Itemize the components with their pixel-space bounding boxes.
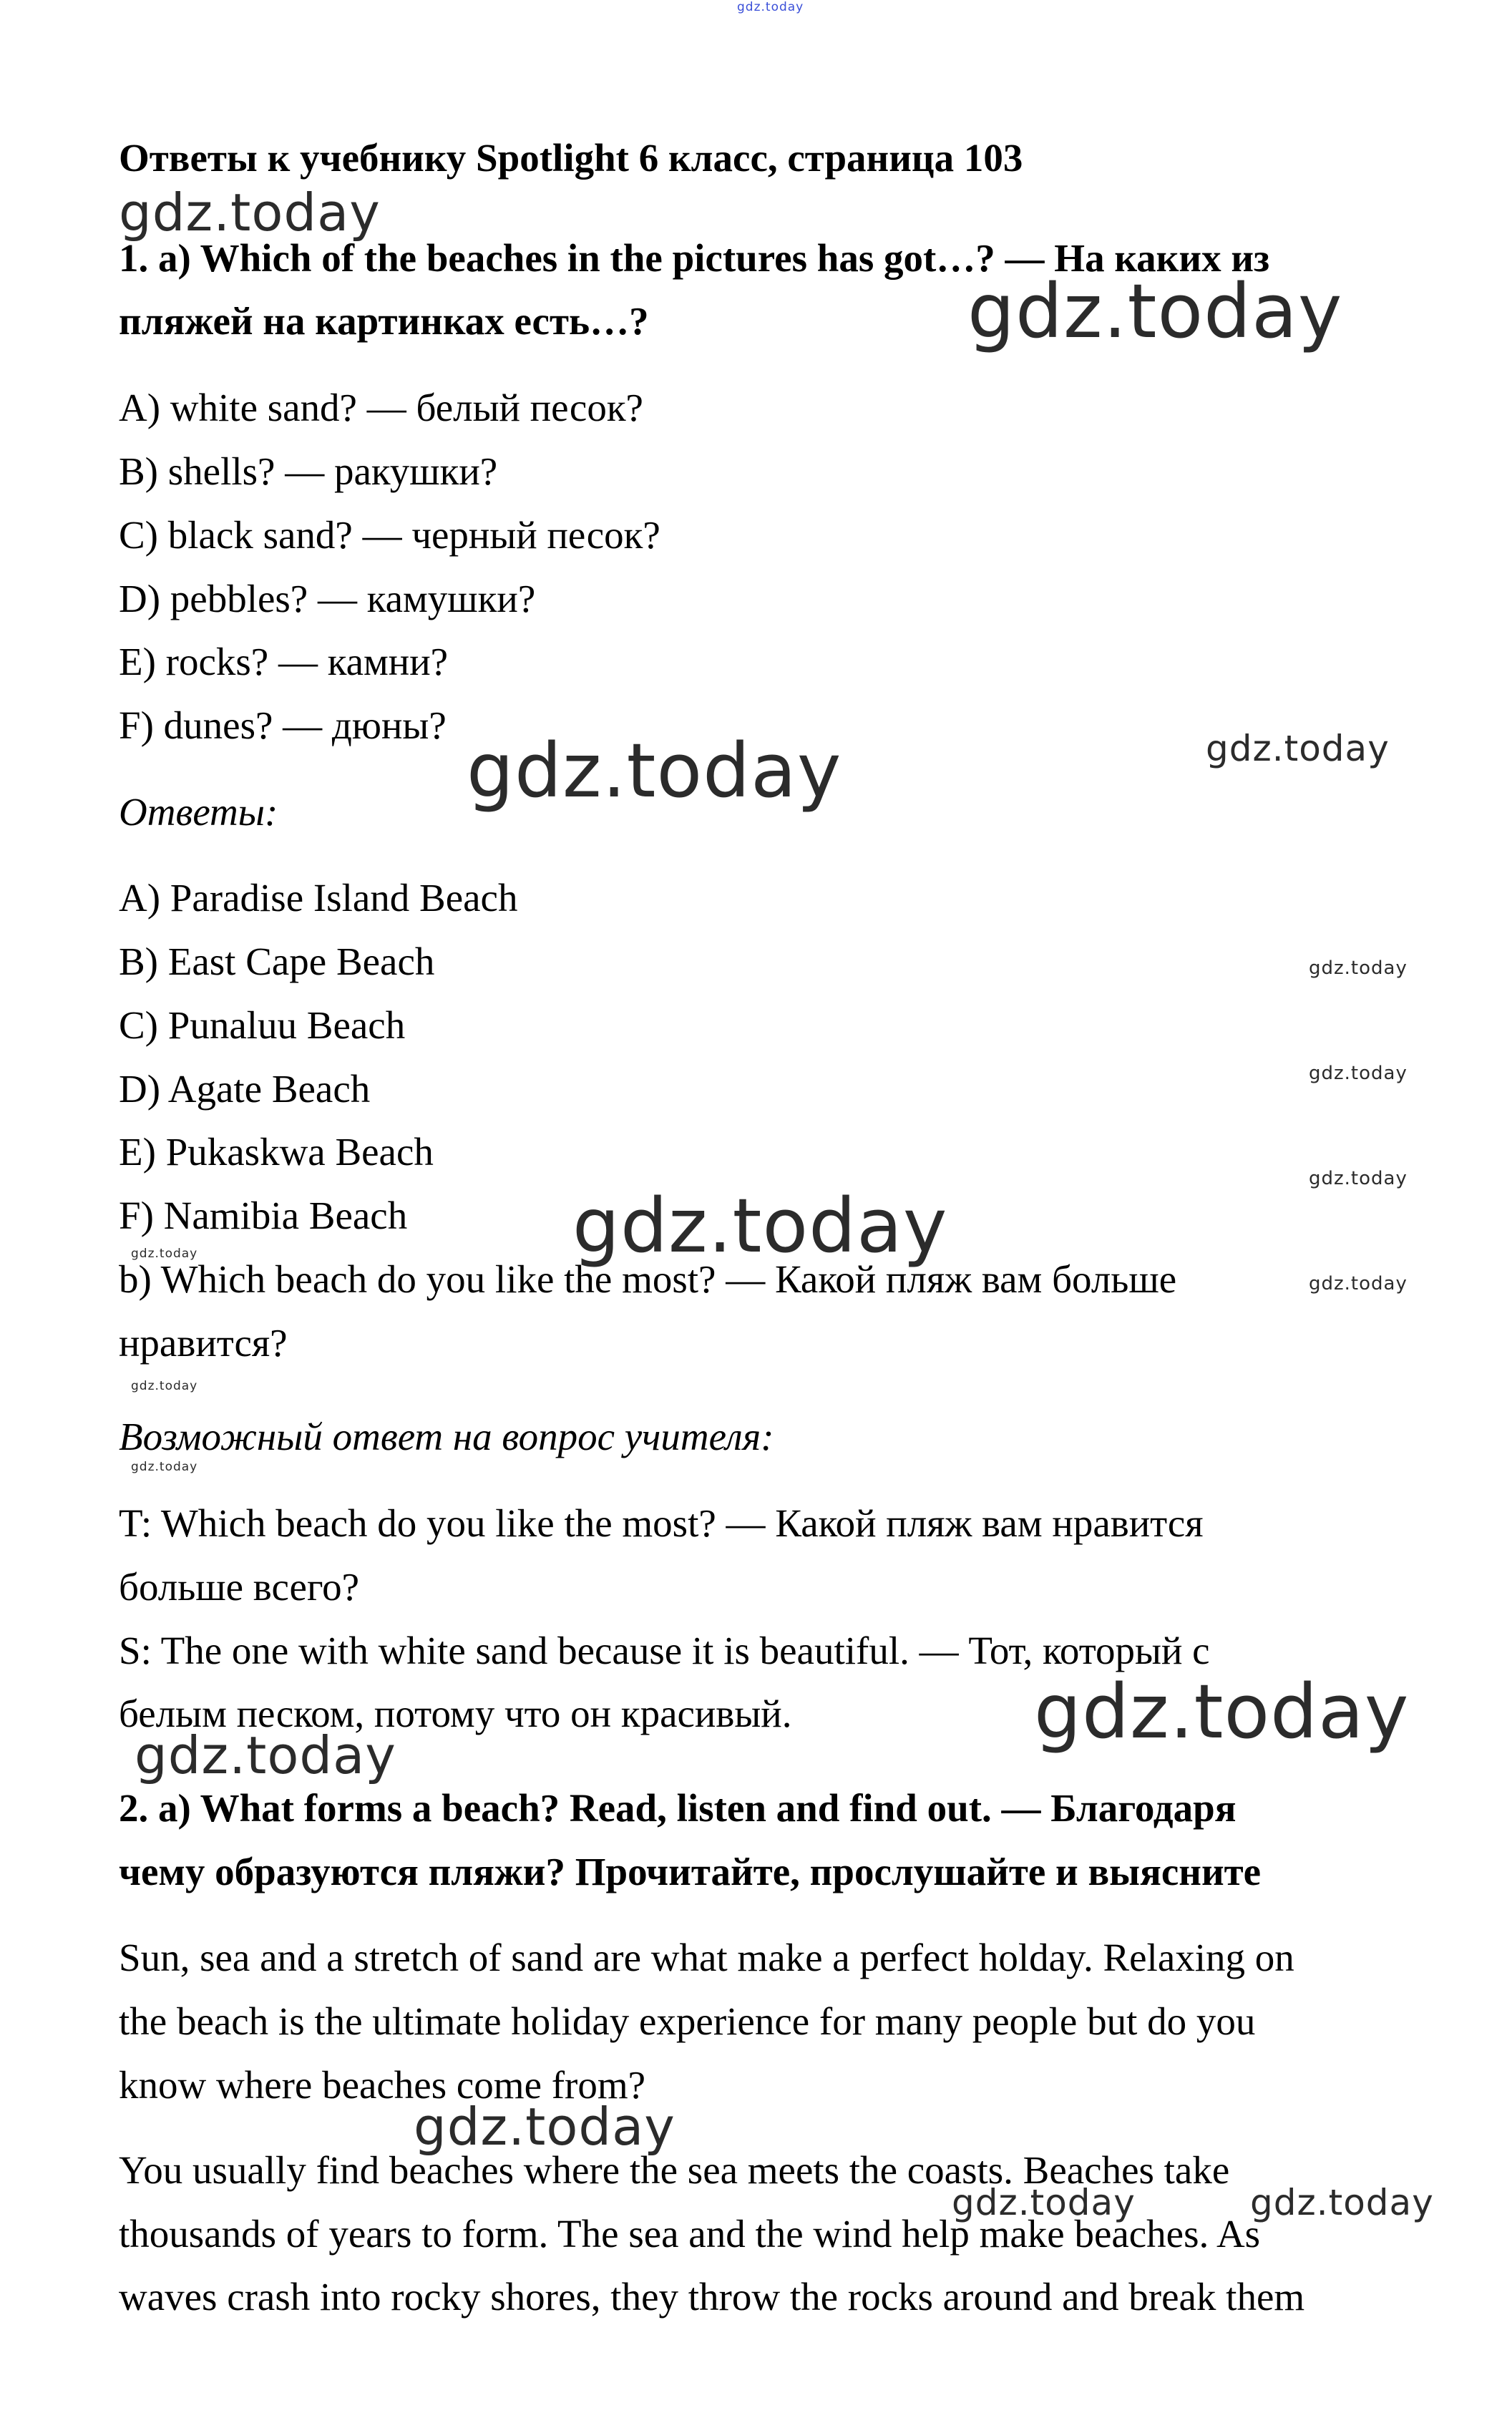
task2-heading-cont: чему образуются пляжи? Прочитайте, прослушайте и выясните: [119, 1850, 1262, 1893]
watermark: gdz.today: [1309, 1063, 1408, 1084]
watermark: gdz.today: [131, 1460, 198, 1474]
dialogue-line: T: Which beach do you like the most? — Какой пляж вам нравится: [119, 1501, 1204, 1545]
list-item: D) pebbles? — камушки?: [119, 577, 536, 620]
possible-answer-label: Возможный ответ на вопрос учителя:: [119, 1415, 774, 1458]
watermark: gdz.today: [572, 1182, 948, 1269]
watermark-top: gdz.today: [737, 0, 804, 14]
watermark: gdz.today: [131, 1247, 198, 1261]
watermark: gdz.today: [1309, 957, 1408, 979]
watermark: gdz.today: [414, 2097, 675, 2157]
task1b-question: b) Which beach do you like the most? — Какой пляж вам больше: [119, 1257, 1177, 1301]
task2-heading: 2. a) What forms a beach? Read, listen and find out. — Благодаря: [119, 1786, 1237, 1830]
dialogue-line: S: The one with white sand because it is beautiful. — Тот, который с: [119, 1629, 1210, 1672]
list-item: C) black sand? — черный песок?: [119, 513, 660, 557]
paragraph-line: the beach is the ultimate holiday experience for many people but do you: [119, 1999, 1256, 2043]
watermark: gdz.today: [135, 1725, 396, 1785]
list-item: A) white sand? — белый песок?: [119, 386, 643, 429]
watermark: gdz.today: [467, 727, 842, 814]
paragraph-line: know where beaches come from?: [119, 2063, 646, 2107]
dialogue-line: больше всего?: [119, 1565, 360, 1609]
watermark: gdz.today: [967, 268, 1343, 355]
watermark: gdz.today: [1206, 728, 1390, 769]
paragraph-line: thousands of years to form. The sea and the wind help make beaches. As: [119, 2212, 1261, 2256]
answer-item: B) East Cape Beach: [119, 940, 435, 983]
answer-item: D) Agate Beach: [119, 1067, 371, 1111]
answer-item: A) Paradise Island Beach: [119, 876, 518, 920]
paragraph-line: You usually find beaches where the sea meets the coasts. Beaches take: [119, 2148, 1230, 2192]
task1-heading: 1. a) Which of the beaches in the pictures has got…? — На каких из: [119, 236, 1270, 280]
task1b-question-cont: нравится?: [119, 1321, 288, 1365]
list-item: B) shells? — ракушки?: [119, 449, 498, 493]
watermark: gdz.today: [1309, 1168, 1408, 1189]
watermark: gdz.today: [131, 1379, 198, 1393]
paragraph-line: Sun, sea and a stretch of sand are what make a perfect holday. Relaxing on: [119, 1936, 1294, 1979]
answer-item: F) Namibia Beach: [119, 1194, 408, 1237]
watermark: gdz.today: [119, 182, 381, 243]
paragraph-line: waves crash into rocky shores, they throw the rocks around and break them: [119, 2275, 1305, 2319]
answer-item: C) Punaluu Beach: [119, 1003, 406, 1047]
dialogue-line: белым песком, потому что он красивый.: [119, 1692, 792, 1735]
list-item: E) rocks? — камни?: [119, 640, 449, 683]
watermark: gdz.today: [952, 2182, 1136, 2223]
answer-item: E) Pukaskwa Beach: [119, 1130, 434, 1174]
page-title: Ответы к учебнику Spotlight 6 класс, страница 103: [119, 136, 1023, 180]
answers-label: Ответы:: [119, 790, 278, 834]
task1-heading-cont: пляжей на картинках есть…?: [119, 299, 649, 343]
list-item: F) dunes? — дюны?: [119, 703, 447, 747]
watermark: gdz.today: [1250, 2182, 1434, 2223]
watermark: gdz.today: [1034, 1668, 1410, 1755]
watermark: gdz.today: [1309, 1273, 1408, 1295]
